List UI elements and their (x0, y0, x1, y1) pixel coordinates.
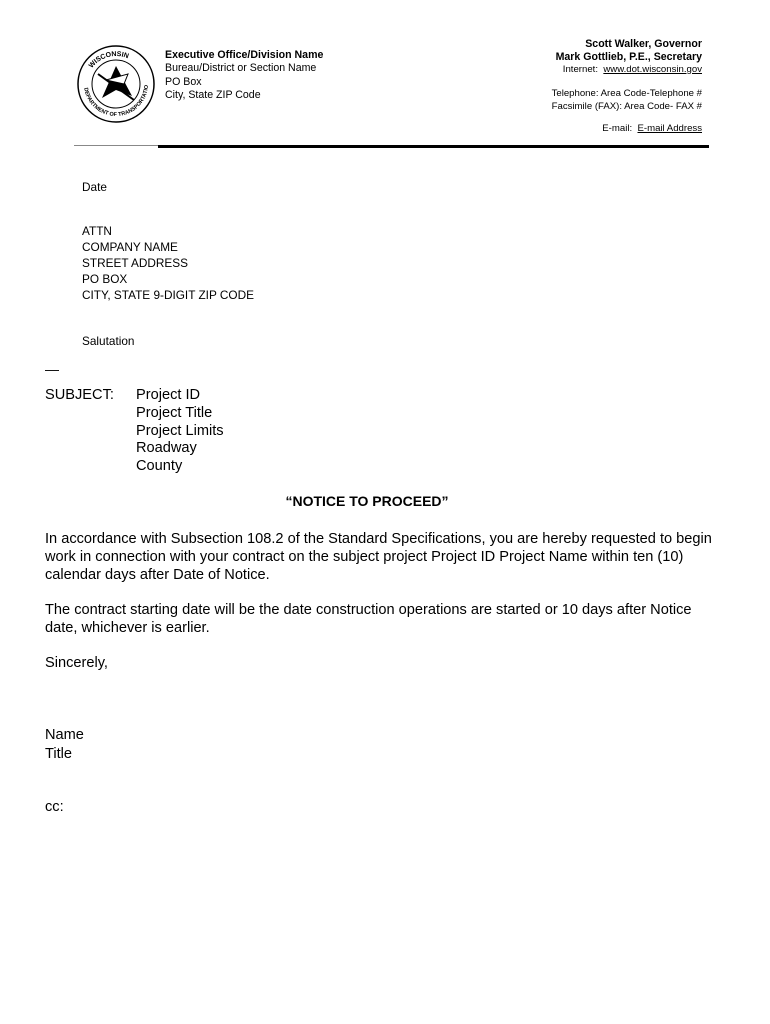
subject-roadway: Roadway (136, 440, 197, 457)
governor-name: Scott Walker, Governor (585, 38, 702, 50)
email-line (552, 123, 702, 136)
wisdot-seal-logo (76, 44, 156, 124)
body-paragraph-1: In accordance with Subsection 108.2 of the Standard Specifications, you are hereby requested to begin work in connection with your contract on the subject project Project ID Project Name within ten (10) calendar days after Date of Notice. (45, 531, 712, 583)
po-box-line: PO BOX (82, 272, 128, 286)
office-city-state-zip: City, State ZIP Code (165, 89, 261, 102)
signer-name: Name (45, 727, 84, 743)
header-divider-thin (74, 145, 158, 146)
subject-county: County (136, 458, 183, 475)
internet-label: Internet: (562, 63, 598, 75)
email-link[interactable]: E-mail Address (637, 122, 702, 134)
signer-title: Title (45, 745, 73, 762)
signature-block (45, 726, 84, 763)
fax-line: Facsimile (FAX): Area Code- FAX # (551, 101, 702, 113)
cc-line: cc: (45, 799, 64, 815)
subject-project-limits: Project Limits (136, 422, 224, 439)
notice-title: “NOTICE TO PROCEED” (285, 493, 449, 509)
city-line: CITY, STATE 9-DIGIT ZIP CODE (82, 288, 254, 302)
secretary-name: Mark Gottlieb, P.E., Secretary (555, 50, 702, 63)
svg-text:WISCONSIN: WISCONSIN (87, 50, 130, 70)
letter-date: Date (82, 180, 107, 194)
recipient-address (82, 223, 254, 303)
subject-project-id: Project ID (136, 387, 201, 403)
office-address-block (165, 49, 323, 103)
closing: Sincerely, (45, 655, 108, 671)
telephone-line: Telephone: Area Code-Telephone # (551, 88, 702, 100)
internet-line (552, 64, 702, 77)
officials-contact-block (552, 38, 702, 136)
internet-link[interactable]: www.dot.wisconsin.gov (603, 63, 702, 75)
subject-details (136, 387, 224, 476)
office-name: Executive Office/Division Name (165, 49, 324, 61)
svg-text:DEPARTMENT OF TRANSPORTATION: DEPARTMENT OF TRANSPORTATIO (82, 84, 151, 119)
email-label: E-mail: (602, 122, 633, 134)
subject-label: SUBJECT: (45, 387, 114, 403)
attn-line: ATTN (82, 224, 112, 238)
body-paragraph-2: The contract starting date will be the date construction operations are started or 10 days after Notice date, whichever is earlier. (45, 602, 692, 636)
salutation: Salutation (82, 334, 135, 348)
header-divider-thick (158, 145, 709, 148)
subject-project-title: Project Title (136, 404, 213, 421)
dash-mark: — (45, 361, 59, 377)
office-po-box: PO Box (165, 75, 202, 88)
bureau-name: Bureau/District or Section Name (165, 62, 317, 75)
company-line: COMPANY NAME (82, 240, 178, 254)
street-line: STREET ADDRESS (82, 256, 188, 270)
